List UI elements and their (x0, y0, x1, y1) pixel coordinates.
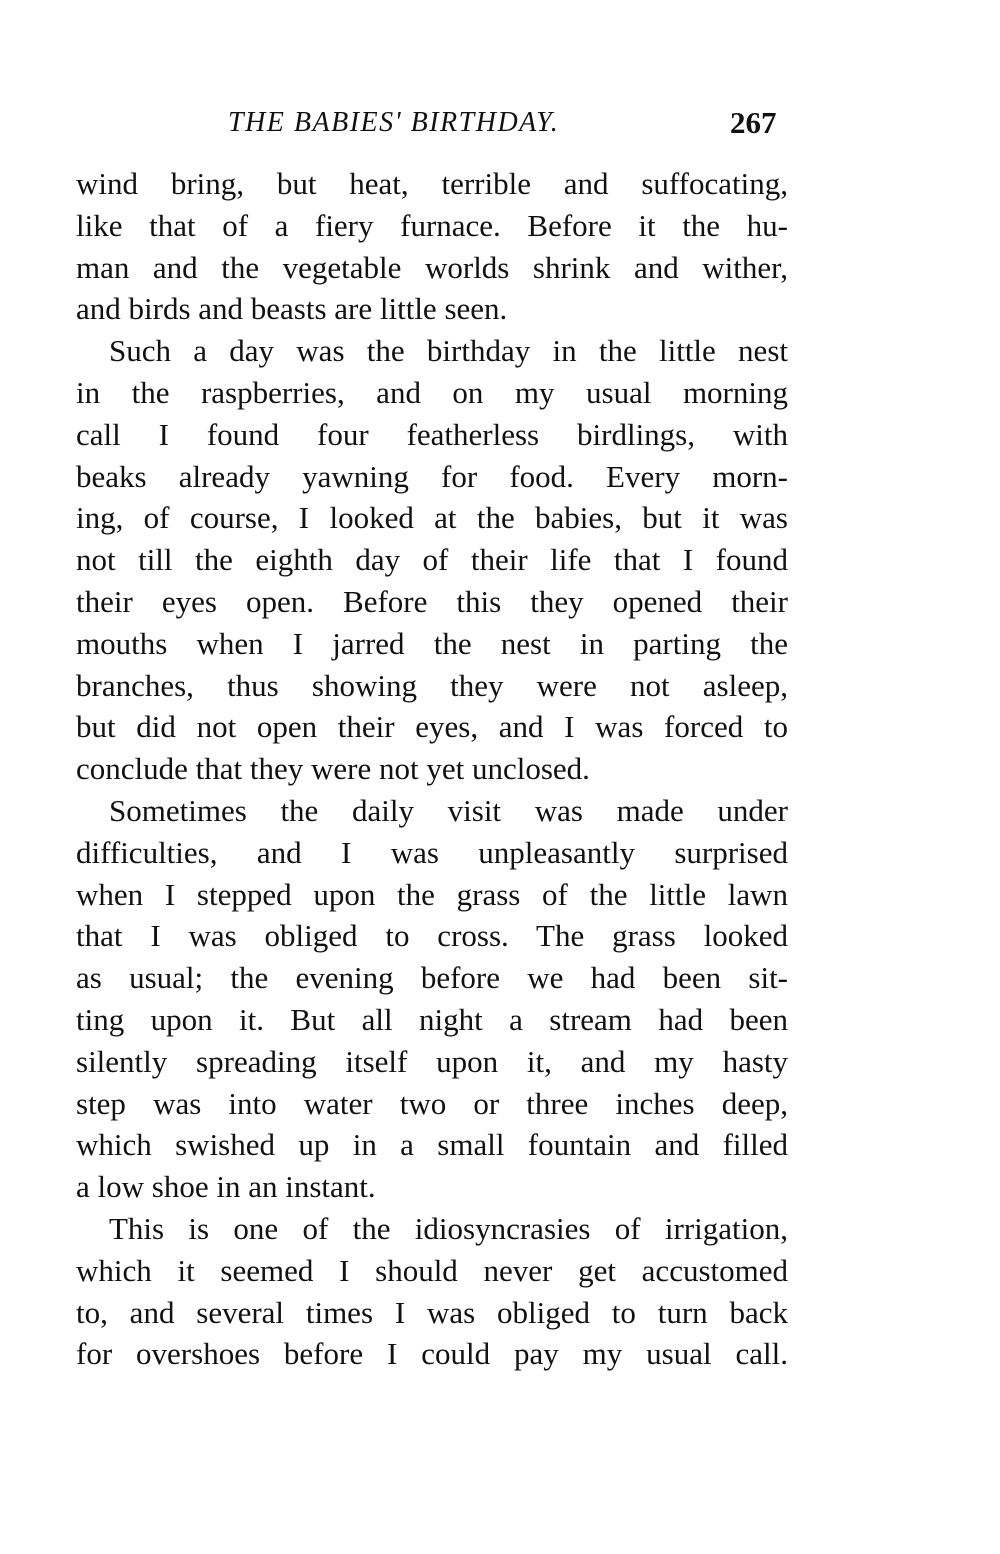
text-line: that I was obliged to cross. The grass looked (76, 918, 788, 954)
paragraph-3 (76, 790, 788, 1208)
running-title: THE BABIES' BIRTHDAY. (228, 107, 560, 138)
text-line: wind bring, but heat, terrible and suffocating, (76, 166, 788, 201)
text-line: man and the vegetable worlds shrink and wither, (76, 249, 788, 285)
text-line: Sometimes the daily visit was made under (109, 792, 788, 828)
text-line: for overshoes before I could pay my usual call. (76, 1336, 788, 1372)
text-line: as usual; the evening before we had been sit- (76, 960, 788, 996)
text-line: not till the eighth day of their life that I found (76, 542, 788, 578)
text-line: beaks already yawning for food. Every morn- (76, 458, 788, 494)
text-line: difficulties, and I was unpleasantly surprised (76, 834, 788, 870)
text-line: like that of a fiery furnace. Before it the hu- (76, 207, 788, 243)
text-line: in the raspberries, and on my usual morning (76, 374, 788, 410)
paragraph-1 (76, 163, 788, 330)
text-line: and birds and beasts are little seen. (76, 291, 508, 327)
text-line: step was into water two or three inches deep, (76, 1085, 788, 1121)
text-line: conclude that they were not yet unclosed. (76, 751, 590, 787)
text-line: when I stepped upon the grass of the little lawn (76, 876, 788, 912)
text-line: their eyes open. Before this they opened their (76, 583, 788, 619)
running-head (0, 103, 1000, 143)
text-line: to, and several times I was obliged to turn back (76, 1294, 788, 1330)
page-number: 267 (730, 105, 777, 140)
text-line: a low shoe in an instant. (76, 1169, 376, 1205)
text-line: which swished up in a small fountain and filled (76, 1127, 788, 1163)
text-line: but did not open their eyes, and I was forced to (76, 709, 788, 745)
text-line: silently spreading itself upon it, and my hasty (76, 1043, 788, 1079)
text-line: ting upon it. But all night a stream had been (76, 1001, 788, 1037)
text-line: ing, of course, I looked at the babies, but it was (76, 500, 788, 536)
text-line: branches, thus showing they were not asleep, (76, 667, 788, 703)
text-line: Such a day was the birthday in the little nest (109, 333, 788, 369)
paragraph-2 (76, 330, 788, 790)
text-line: which it seemed I should never get accustomed (76, 1252, 788, 1288)
text-line: mouths when I jarred the nest in parting the (76, 625, 788, 661)
paragraph-4 (76, 1208, 788, 1375)
body-text (76, 163, 788, 1375)
text-line: call I found four featherless birdlings, with (76, 416, 788, 452)
text-line: This is one of the idiosyncrasies of irrigation, (109, 1210, 788, 1246)
